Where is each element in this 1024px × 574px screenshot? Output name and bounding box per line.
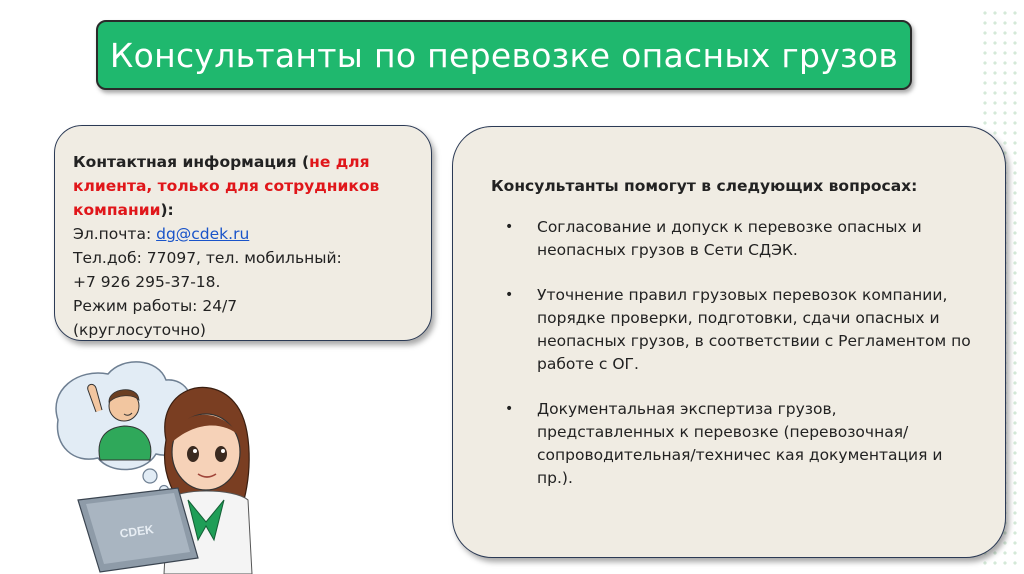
contact-heading: Контактная информация ( xyxy=(73,153,310,171)
title-banner xyxy=(96,20,912,90)
work-hours-line: Режим работы: 24/7 xyxy=(73,297,238,315)
bullet-icon: • xyxy=(505,287,514,303)
laptop-logo: CDEK xyxy=(118,522,155,541)
list-item: • Уточнение правил грузовых перевозок компании, порядке проверки, подготовки, сдачи опасных и неопасных грузов, в соответствии с Регламентом по работе с ОГ. xyxy=(505,286,971,373)
mobile-phone-line: +7 926 295-37-18. xyxy=(73,273,221,291)
ext-phone-line: Тел.доб: 77097, тел. мобильный: xyxy=(73,249,342,267)
email-line xyxy=(73,222,415,246)
bullet-icon: • xyxy=(505,219,514,235)
work-hours-note: (круглосуточно) xyxy=(73,321,206,339)
help-topics-list xyxy=(491,216,975,490)
list-item: • Согласование и допуск к перевозке опасных и неопасных грузов в Сети СДЭК. xyxy=(505,218,922,259)
consultant-illustration xyxy=(38,350,338,574)
contact-info-panel xyxy=(54,125,432,341)
bullet-icon: • xyxy=(505,401,514,417)
email-link[interactable]: dg@cdek.ru xyxy=(156,225,250,243)
help-heading: Консультанты помогут в следующих вопросах: xyxy=(491,177,918,195)
email-label: Эл.почта: xyxy=(73,225,157,243)
contact-heading-end: ): xyxy=(160,201,174,219)
contact-restriction-note: не для клиента, только для сотрудников компании xyxy=(73,153,380,219)
help-topics-panel xyxy=(452,126,1006,558)
page-title: Консультанты по перевозке опасных грузов xyxy=(109,35,899,75)
list-item: • Документальная экспертиза грузов, представленных к перевозке (перевозочная/сопроводительная/техничес кая документация и пр.). xyxy=(505,400,943,487)
contact-heading-line xyxy=(73,150,415,222)
laptop xyxy=(78,488,198,572)
